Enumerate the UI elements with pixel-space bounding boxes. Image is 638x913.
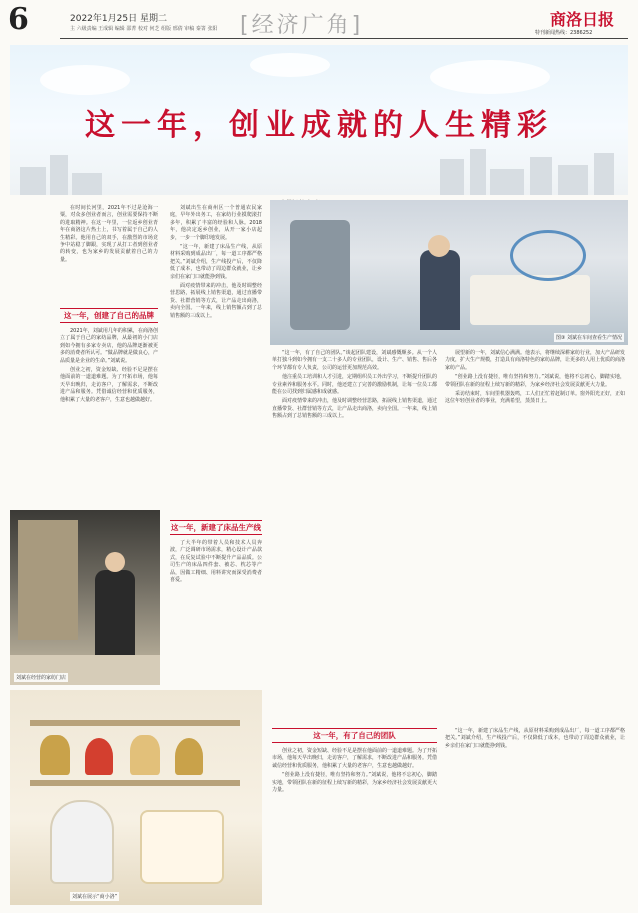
paragraph: 2021年，刘斌用几年的积累，在商洛创立了属于自己的家纺品牌，从最初的小门店到如今拥有多家专卖店，他的品牌逐渐被更多的消费者所认可。“做品牌就是做良心，产品质量是企业的生命。”刘斌说。 xyxy=(60,328,158,364)
paragraph: 他注重员工培训和人才引进，定期组织员工外出学习，不断提升团队的专业素养和服务水平。同时，他还建立了完善的激励机制，让每一位员工都能在公司找到归属感和成就感。 xyxy=(272,374,438,396)
column-1-text-b xyxy=(60,328,158,503)
article-headline: 这一年，创业成就的人生精彩 xyxy=(85,108,553,143)
paragraph: 创业之初，资金短缺、经验不足是摆在他面前的一道道难题。为了开拓市场，他每天早出晚归，走访客户，了解需求，不断改进产品和服务。凭借诚信经营和优质服务，他积累了大量的老客户，生意也越做越好。 xyxy=(60,367,158,403)
paragraph: 刘斌出生在商州区一个普通农民家庭，早年外出务工，在家纺行业摸爬滚打多年，积累了丰富的经验和人脉。2018年，他决定返乡创业，从开一家小店起步，一步一个脚印地发展。 xyxy=(170,205,262,241)
newspaper-logo: 商洛日报 xyxy=(550,10,615,29)
header-rule xyxy=(60,38,628,39)
column-4-text xyxy=(445,350,625,720)
issue-date: 2022年1月25日 星期二 xyxy=(70,14,167,24)
column-1-text xyxy=(60,205,158,300)
column-3-text-b xyxy=(272,748,437,903)
cloud-decoration xyxy=(40,65,130,95)
photo-product-display xyxy=(10,690,262,905)
city-skyline xyxy=(10,145,628,195)
photo-store xyxy=(10,510,160,685)
page-header xyxy=(0,0,638,40)
subhead-1: 这一年，创建了自己的品牌 xyxy=(60,308,158,323)
paragraph: “创业路上没有捷径，唯有坚持和努力。”刘斌说，他将不忘初心，脚踏实地，带领团队在新的征程上续写新的精彩，为家乡经济社会发展贡献更大力量。 xyxy=(445,374,625,388)
paragraph: “这一年，有了自己的团队。”谈起团队建设，刘斌感慨颇多。从一个人单打独斗到如今拥有一支二十多人的专业团队，设计、生产、销售、售后各个环节都有专人负责，公司的运营更加规范高效。 xyxy=(272,350,438,371)
page-number: 6 xyxy=(8,2,29,37)
paragraph: 在时间长河里，2021年不过是沧海一粟，对众多创业者而言，创业需要保持不断的进取精神。在这一年里，一位返乡创业青年在商洛这片热土上，书写着属于自己的人生精彩。他用自己的双手，在激烈的市场竞争中站稳了脚跟，实现了从打工者到创业者的转变，也为家乡的发展贡献着自己的力量。 xyxy=(60,205,158,263)
paragraph: 采访结束时，车间里机器轰鸣，工人们正忙着赶制订单。窗外阳光正好，正如这位年轻创业者的事业，充满希望，蒸蒸日上。 xyxy=(445,391,626,405)
cloud-decoration xyxy=(430,60,550,94)
photo-caption: 图③ 刘斌在车间查看生产情况 xyxy=(555,335,622,341)
paragraph: 面对疫情带来的冲击，他及时调整经营思路，拓展线上销售渠道，通过直播带货、社群营销等方式，让产品走出商洛，卖向全国。一年来，线上销售额占到了总销售额的三成以上。 xyxy=(272,398,438,420)
paragraph: “这一年，新建了床品生产线，从原材料采购到成品出厂，每一道工序都严格把关。”刘斌介绍，生产线投产后，不仅降低了成本，也带动了周边群众就业，让乡亲们在家门口就能挣到钱。 xyxy=(170,244,262,280)
paragraph: 创业之初，资金短缺、经验不足是摆在他面前的一道道难题。为了开拓市场，他每天早出晚归，走访客户，了解需求，不断改进产品和服务。凭借诚信经营和优质服务，他积累了大量的老客户，生意也越做越好。 xyxy=(272,748,438,769)
paragraph: “创业路上没有捷径，唯有坚持和努力。”刘斌说，他将不忘初心，脚踏实地，带领团队在新的征程上续写新的精彩，为家乡经济社会发展贡献更大力量。 xyxy=(272,772,438,794)
headline-banner xyxy=(10,45,628,195)
section-title: [经济广角] xyxy=(240,13,364,38)
paragraph: 面对疫情带来的冲击，他及时调整经营思路，拓展线上销售渠道，通过直播带货、社群营销等方式，让产品走出商洛，卖向全国。一年来，线上销售额占到了总销售额的三成以上。 xyxy=(170,283,262,319)
column-4-text-b xyxy=(445,728,625,903)
cloud-decoration xyxy=(250,53,330,77)
photo-caption: 刘斌在展示“商小洛” xyxy=(72,894,118,900)
column-2-text-b xyxy=(170,540,262,685)
subhead-2: 这一年，新建了床品生产线 xyxy=(170,520,262,535)
column-2-text xyxy=(170,205,262,510)
editors-line: 主 六级责编 王成辑 编辑 邵菁 校对 何芝 组版 邢倩 审稿 秦箐 张阳 xyxy=(70,26,218,32)
hotline: 特刊新闻热线：2386252 xyxy=(535,30,593,36)
paragraph: 了大半年的带着人员和技术人员奔波，广泛调研市场需求，精心设计产品款式，在反复试验中不断提升产品品质。公司生产的床品四件套、被芯、枕芯等产品，因做工精细、用料讲究而深受消费者喜爱。 xyxy=(170,540,262,584)
paragraph: “这一年，新建了床品生产线，从原材料采购到成品出厂，每一道工序都严格把关。”刘斌介绍，生产线投产后，不仅降低了成本，也带动了周边群众就业，让乡亲们在家门口就能挣到钱。 xyxy=(445,728,625,749)
photo-factory-workshop xyxy=(270,200,628,345)
paragraph: 展望新的一年，刘斌信心满满。他表示，将继续深耕家纺行业，加大产品研发力度，扩大生产规模，打造具有商洛特色的家纺品牌，让更多的人用上优质的商洛家纺产品。 xyxy=(445,350,626,371)
photo-caption: 刘斌在经营的家纺门店 xyxy=(16,675,67,681)
subhead-3: 这一年，有了自己的团队 xyxy=(272,728,437,743)
column-3-text xyxy=(272,350,437,720)
